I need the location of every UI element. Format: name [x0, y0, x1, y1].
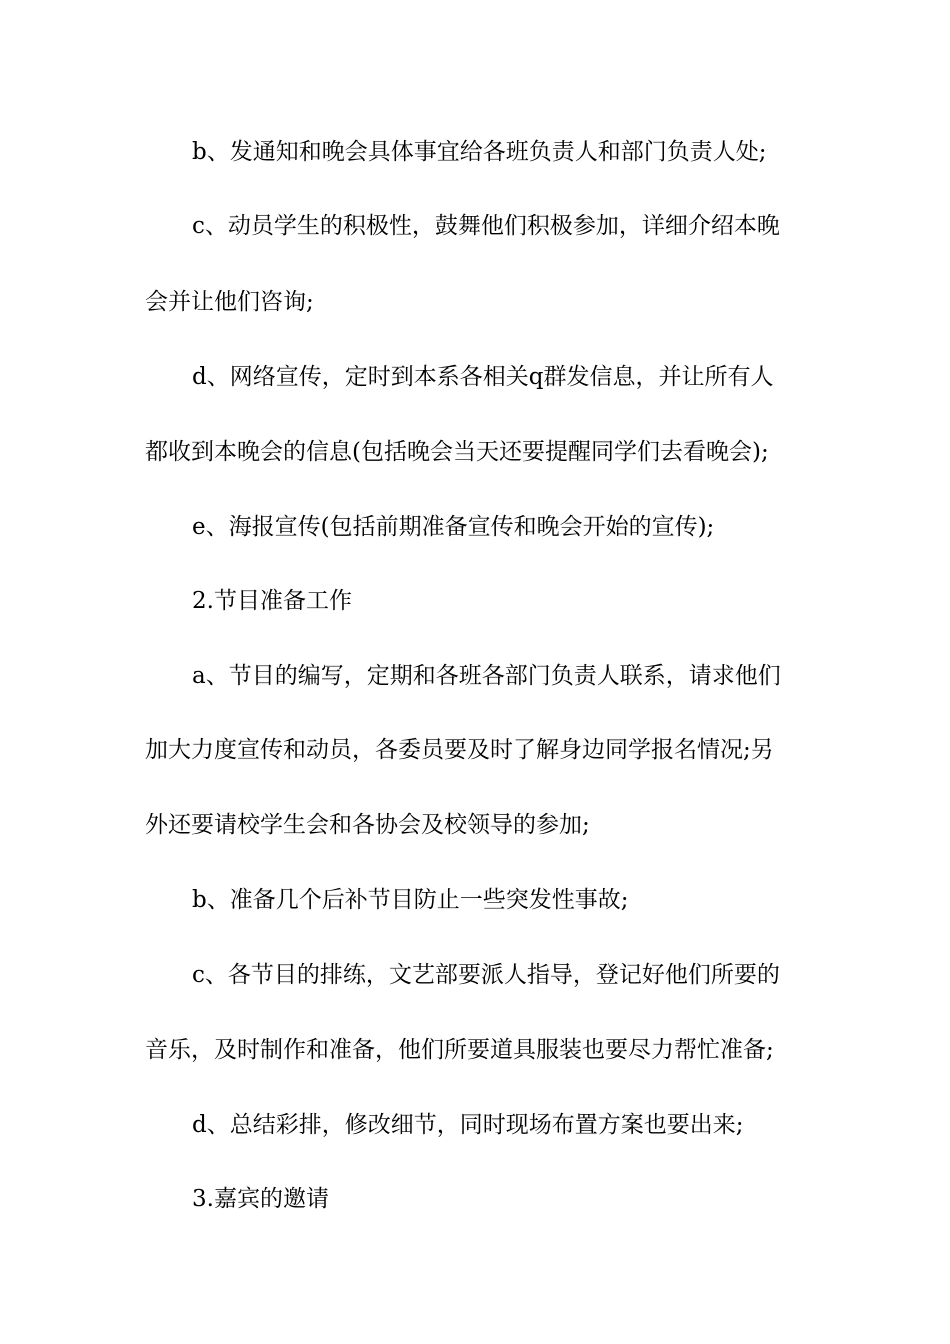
paragraph-line: d、总结彩排，修改细节，同时现场布置方案也要出来; — [192, 1112, 744, 1138]
section-heading: 3.嘉宾的邀请 — [192, 1186, 329, 1212]
section-heading: 2.节目准备工作 — [192, 588, 352, 614]
paragraph-line: a、节目的编写，定期和各班各部门负责人联系，请求他们 — [192, 663, 781, 689]
paragraph-line: 外还要请校学生会和各协会及校领导的参加; — [145, 812, 590, 838]
paragraph-line: c、各节目的排练，文艺部要派人指导，登记好他们所要的 — [192, 962, 780, 988]
paragraph-line: e、海报宣传(包括前期准备宣传和晚会开始的宣传); — [192, 514, 715, 540]
paragraph-line: c、动员学生的积极性，鼓舞他们积极参加，详细介绍本晚 — [192, 213, 780, 239]
paragraph-line: 音乐，及时制作和准备，他们所要道具服装也要尽力帮忙准备; — [145, 1037, 774, 1063]
paragraph-line: 加大力度宣传和动员，各委员要及时了解身边同学报名情况;另 — [145, 737, 774, 763]
paragraph-line: 会并让他们咨询; — [145, 289, 314, 315]
paragraph-line: 都收到本晚会的信息(包括晚会当天还要提醒同学们去看晚会); — [145, 439, 769, 465]
paragraph-line: d、网络宣传，定时到本系各相关q群发信息，并让所有人 — [192, 364, 774, 390]
paragraph-line: b、发通知和晚会具体事宜给各班负责人和部门负责人处; — [192, 139, 767, 165]
paragraph-line: b、准备几个后补节目防止一些突发性事故; — [192, 887, 629, 913]
